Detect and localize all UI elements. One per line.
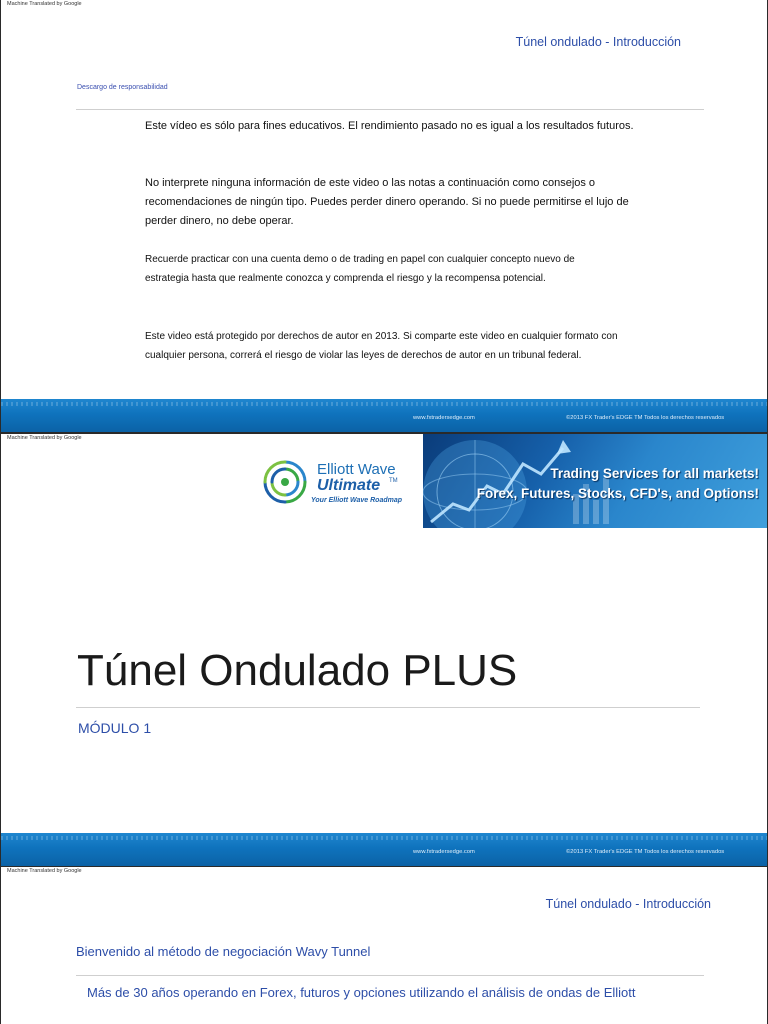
slide-footer xyxy=(1,399,767,432)
globe-chart-graphic-icon xyxy=(423,434,767,528)
disclaimer-link[interactable]: Descargo de responsabilidad xyxy=(77,84,168,91)
banner-subheadline: Forex, Futures, Stocks, CFD's, and Options! xyxy=(476,486,759,501)
slide-footer xyxy=(1,833,767,866)
slide-title-page xyxy=(1,434,767,866)
logo-tagline: Your Elliott Wave Roadmap xyxy=(311,497,403,504)
logo-text-line1: Elliott Wave xyxy=(317,461,396,478)
divider xyxy=(76,707,700,708)
logo-trademark: TM xyxy=(389,478,398,484)
welcome-heading: Bienvenido al método de negociación Wavy Tunnel xyxy=(76,944,371,959)
banner-graphic xyxy=(423,434,767,528)
divider xyxy=(76,109,704,110)
logo xyxy=(251,434,423,528)
machine-translated-label: Machine Translated by Google xyxy=(7,868,82,874)
banner-headline: Trading Services for all markets! xyxy=(550,466,759,481)
disclaimer-paragraph-3: Recuerde practicar con una cuenta demo o de trading en papel con cualquier concepto nuevo de estrategia hasta que realmente conozca y comprenda el riesgo y la recompensa potencial. xyxy=(145,254,575,284)
footer-url[interactable]: www.fxtradersedge.com xyxy=(413,415,475,421)
footer-stripe xyxy=(1,402,767,406)
elliott-wave-logo-icon xyxy=(261,458,309,506)
machine-translated-label: Machine Translated by Google xyxy=(7,435,82,441)
elliott-wave-banner xyxy=(251,434,767,528)
footer-copyright: ©2013 FX Trader's EDGE TM Todos los derechos reservados xyxy=(566,849,725,855)
divider xyxy=(76,975,704,976)
slide-introduction xyxy=(1,867,767,1024)
footer-url[interactable]: www.fxtradersedge.com xyxy=(413,849,475,855)
presentation-title: Túnel Ondulado PLUS xyxy=(77,646,518,695)
slide-title: Túnel ondulado - Introducción xyxy=(545,897,711,911)
disclaimer-paragraph-4: Este video está protegido por derechos de autor en 2013. Si comparte este video en cualquier formato con cualquier persona, correrá el riesgo de violar las leyes de derechos de autor en un tribunal federal. xyxy=(145,331,618,361)
footer-stripe xyxy=(1,836,767,840)
experience-bullet: Más de 30 años operando en Forex, futuros y opciones utilizando el análisis de ondas de Elliott xyxy=(87,985,636,1000)
slide-title: Túnel ondulado - Introducción xyxy=(515,35,681,49)
slide-disclaimer xyxy=(1,0,767,432)
disclaimer-paragraph-1: Este vídeo es sólo para fines educativos. El rendimiento pasado no es igual a los resultados futuros. xyxy=(145,120,634,132)
module-label: MÓDULO 1 xyxy=(78,720,152,736)
logo-text-line2: Ultimate xyxy=(317,477,381,494)
footer-copyright: ©2013 FX Trader's EDGE TM Todos los derechos reservados xyxy=(566,415,725,421)
machine-translated-label: Machine Translated by Google xyxy=(7,1,82,7)
disclaimer-paragraph-2: No interprete ninguna información de este video o las notas a continuación como consejos o recomendaciones de ningún tipo. Puedes perder dinero operando. Si no puede permitirse el lujo de perder dinero, no debe operar. xyxy=(145,177,629,227)
